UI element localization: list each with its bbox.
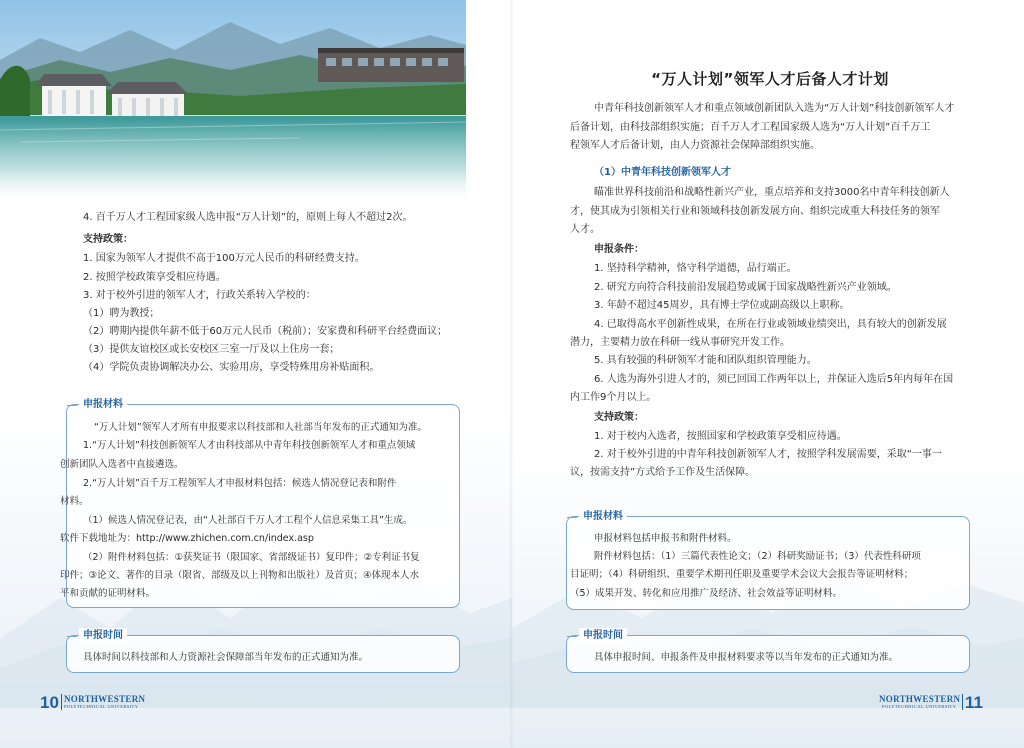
condition-item: 4. 已取得高水平创新性成果，在所在行业或领域业绩突出，具有较大的创新发展 <box>594 319 947 330</box>
condition-item: 潜力，主要精力放在科研一线从事研究开发工作。 <box>570 337 790 348</box>
conditions-label: 申报条件： <box>594 244 644 255</box>
time-text-right: 具体申报时间、申报条件及申报材料要求等以当年发布的正式通知为准。 <box>594 652 899 663</box>
text-line: 瞄准世界科技前沿和战略性新兴产业，重点培养和支持3000名中青年科技创新人 <box>594 187 950 198</box>
text-line: 申报材料包括申报书和附件材料。 <box>594 533 737 544</box>
text-line: （5）成果开发、转化和应用推广及经济、社会效益等证明材料。 <box>570 588 843 599</box>
condition-item: 内工作9个月以上。 <box>570 392 657 403</box>
materials-tag-right: 申报材料 <box>579 509 627 525</box>
materials-tag: 申报材料 <box>79 397 127 413</box>
support-policy-label: 支持政策： <box>83 234 133 245</box>
text-line: 附件材料包括：（1）三篇代表性论文；（2）科研奖励证书；（3）代表性科研项 <box>594 551 921 562</box>
page-number-left: 10 <box>40 693 59 712</box>
condition-item: 2. 研究方向符合科技前沿发展趋势或属于国家战略性新兴产业领域。 <box>594 282 897 293</box>
download-url-line: 软件下载地址为：http://www.zhichen.com.cn/index.asp <box>60 533 314 544</box>
text-line: （1）候选人情况登记表，由“人社部百千万人才工程个人信息采集工具”生成。 <box>83 515 413 526</box>
university-logo-name-right: NORTHWESTERN <box>879 694 961 704</box>
policy-item: 议，按需支持”方式给予工作及生活保障。 <box>570 467 756 478</box>
condition-item: 3. 年龄不超过45周岁，具有博士学位或副高级以上职称。 <box>594 300 850 311</box>
text-line: 2.“万人计划”百千万工程领军人才申报材料包括：候选人情况登记表和附件 <box>83 478 397 489</box>
text-line: 1.“万人计划”科技创新领军人才由科技部从中青年科技创新领军人才和重点领域 <box>83 440 416 451</box>
intro-line: 程领军人才后备计划，由人力资源社会保障部组织实施。 <box>570 140 820 151</box>
intro-line: 中青年科技创新领军人才和重点领域创新团队入选为“万人计划”科技创新领军人才 <box>594 103 955 114</box>
text-line: 1. 国家为领军人才提供不高于100万元人民币的科研经费支持。 <box>83 253 365 264</box>
text-line: 材料。 <box>60 496 89 507</box>
condition-item: 1. 坚持科学精神，恪守科学道德，品行端正。 <box>594 263 797 274</box>
page-gutter <box>510 0 514 748</box>
text-line: 目证明；（4）科研组织、重要学术期刊任职及重要学术会议大会报告等证明材料； <box>570 569 914 580</box>
policy-item: 2. 对于校外引进的中青年科技创新领军人才，按照学科发展需要，采取“一事一 <box>594 449 942 460</box>
text-line: （4）学院负责协调解决办公、实验用房，享受特殊用房补贴面积。 <box>83 362 380 373</box>
text-line: 平和贡献的证明材料。 <box>60 588 156 599</box>
text-line: 印件；③论文、著作的目录（限省、部级及以上刊物和出版社）及首页；④体现本人水 <box>60 570 420 581</box>
text-line: 2. 按照学校政策享受相应待遇。 <box>83 272 226 283</box>
text-line: 4. 百千万人才工程国家级人选申报“万人计划”的，原则上每人不超过2次。 <box>83 212 413 223</box>
logo-separator <box>61 694 62 710</box>
photo-fade <box>0 120 466 210</box>
logo-separator-right <box>962 694 963 710</box>
university-logo-sub: POLYTECHNICAL UNIVERSITY <box>64 704 139 709</box>
text-line: （2）聘期内提供年薪不低于60万元人民币（税前）；安家费和科研平台经费面议； <box>83 326 448 337</box>
page-number-right: 11 <box>965 693 983 712</box>
page-title: “万人计划”领军人才后备人才计划 <box>651 70 889 88</box>
text-line: 才，使其成为引领相关行业和领域科技创新发展方向、组织完成重大科技任务的领军 <box>570 206 940 217</box>
time-tag-right: 申报时间 <box>579 628 627 644</box>
text-line: （2）附件材料包括：①获奖证书（限国家、省部级证书）复印件；②专利证书复 <box>83 552 420 563</box>
condition-item: 5. 具有较强的科研领军才能和团队组织管理能力。 <box>594 355 817 366</box>
university-logo-name: NORTHWESTERN <box>64 694 146 704</box>
time-tag: 申报时间 <box>79 628 127 644</box>
university-logo-sub-right: POLYTECHNICAL UNIVERSITY <box>882 704 957 709</box>
text-line: 创新团队入选者中直接遴选。 <box>60 459 184 470</box>
text-line: （3）提供友谊校区或长安校区三室一厅及以上住房一套； <box>83 344 340 355</box>
policy-item: 1. 对于校内入选者，按照国家和学校政策享受相应待遇。 <box>594 431 847 442</box>
intro-line: 后备计划，由科技部组织实施；百千万人才工程国家级人选为“万人计划”百千万工 <box>570 122 931 133</box>
policy-label: 支持政策： <box>594 412 644 423</box>
text-line: 人才。 <box>570 224 600 235</box>
condition-item: 6. 人选为海外引进人才的，须已回国工作两年以上，并保证入选后5年内每年在国 <box>594 374 954 385</box>
text-line: “万人计划”领军人才所有申报要求以科技部和人社部当年发布的正式通知为准。 <box>94 422 427 433</box>
time-text: 具体时间以科技部和人力资源社会保障部当年发布的正式通知为准。 <box>83 652 369 663</box>
section-subtitle: （1）中青年科技创新领军人才 <box>594 167 731 178</box>
text-line: 3. 对于校外引进的领军人才，行政关系转入学校的： <box>83 290 316 301</box>
text-line: （1）聘为教授； <box>83 308 160 319</box>
